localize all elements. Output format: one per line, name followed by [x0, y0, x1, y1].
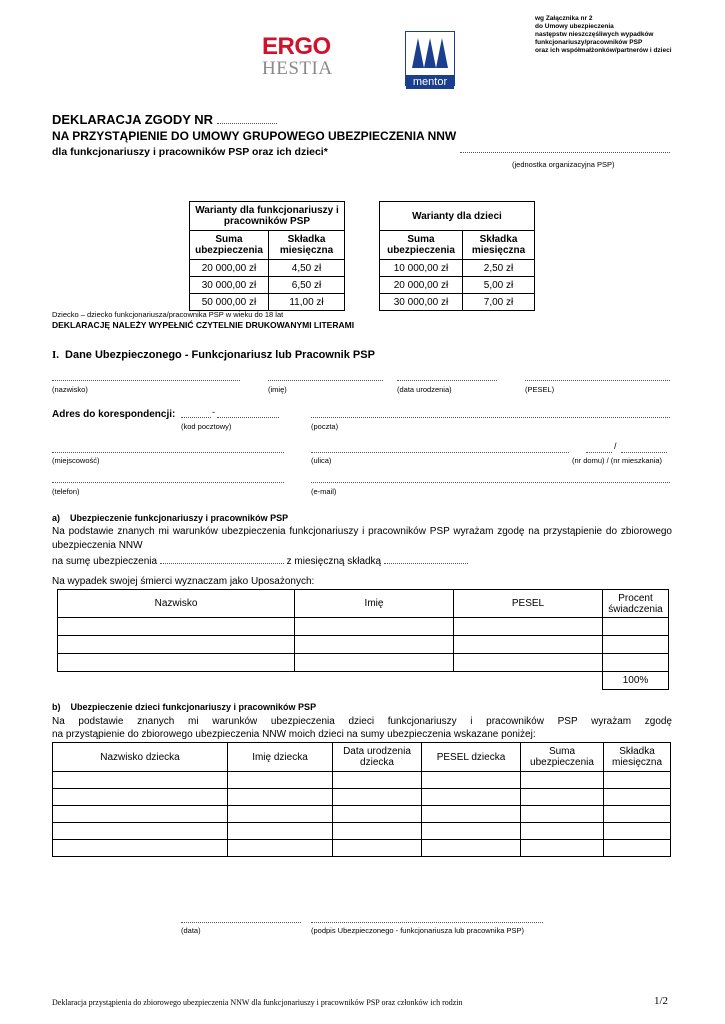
beneficiary-label: Na wypadek swojej śmierci wyznaczam jako Uposażonych: — [52, 576, 315, 587]
ergo-logo-text: ERGO — [262, 33, 331, 60]
date-field[interactable] — [181, 922, 301, 923]
table-row — [58, 618, 669, 636]
sum-field[interactable] — [160, 563, 284, 564]
signature-field[interactable] — [311, 922, 543, 923]
section-a-title: Ubezpieczenie funkcjonariuszy i pracowników PSP — [70, 513, 289, 523]
postcode-field-1[interactable] — [181, 417, 211, 418]
phone-field[interactable] — [52, 482, 284, 483]
unit-field[interactable] — [460, 152, 670, 153]
table-row: 30 000,00 zł 7,00 zł — [380, 294, 535, 311]
variants-officers-heading: Warianty dla funkcjonariuszy i pracowników PSP — [190, 202, 345, 231]
child-note: Dziecko – dziecko funkcjonariusza/pracownika PSP w wieku do 18 lat — [52, 310, 284, 319]
title-line3: dla funkcjonariuszy i pracowników PSP oraz ich dzieci* — [52, 146, 328, 158]
mentor-logo-text: mentor — [406, 75, 454, 89]
footer-text: Deklaracja przystąpienia do zbiorowego ubezpieczenia NNW dla funkcjonariuszy i pracowników PSP oraz członków ich rodzin — [52, 998, 463, 1007]
variants-children-table: Warianty dla dzieci Suma ubezpieczenia Składka miesięczna 10 000,00 zł 2,50 zł 20 000,00 zł 5,00 zł 30 000,00 zł 7,00 zł — [379, 201, 535, 311]
table-row: 20 000,00 zł 5,00 zł — [380, 277, 535, 294]
table-row — [58, 636, 669, 654]
section-a-text: Na podstawie znanych mi warunków ubezpieczenia funkcjonariuszy i pracowników PSP wyrażam zgodę na przystąpienie do zbiorowego ubezpieczenia NNW — [52, 526, 672, 551]
page-number: 1/2 — [654, 995, 669, 1007]
postcode-field-2[interactable] — [217, 417, 279, 418]
table-row: 30 000,00 zł 6,50 zł — [190, 277, 345, 294]
table-row: 20 000,00 zł 4,50 zł — [190, 260, 345, 277]
table-row: 50 000,00 zł 11,00 zł — [190, 294, 345, 311]
street-field[interactable] — [311, 452, 569, 453]
table-row — [53, 772, 671, 789]
section-b-title: Ubezpieczenie dzieci funkcjonariuszy i pracowników PSP — [70, 702, 317, 712]
variants-officers-table: Warianty dla funkcjonariuszy i pracowników PSP Suma ubezpieczenia Składka miesięczna 20 000,00 zł 4,50 zł 30 000,00 zł 6,50 zł 50 000,00 zł 11,00 zł — [189, 201, 345, 311]
name-field[interactable] — [268, 380, 383, 381]
dob-field[interactable] — [397, 380, 497, 381]
hestia-logo-text: HESTIA — [262, 58, 333, 79]
premium-field[interactable] — [384, 563, 468, 564]
pesel-field[interactable] — [525, 380, 670, 381]
apartment-number-field[interactable] — [621, 452, 667, 453]
table-row — [53, 823, 671, 840]
table-row: 10 000,00 zł 2,50 zł — [380, 260, 535, 277]
unit-label: (jednostka organizacyjna PSP) — [512, 160, 615, 169]
post-field[interactable] — [311, 417, 670, 418]
city-field[interactable] — [52, 452, 284, 453]
mentor-logo — [405, 31, 455, 86]
header-note: wg Załącznika nr 2 do Umowy ubezpieczenia następstw nieszczęśliwych wypadków funkcjonariuszy/pracowników PSP oraz ich współmałżonków/partnerów i dzieci — [535, 15, 672, 54]
print-note: DEKLARACJĘ NALEŻY WYPEŁNIĆ CZYTELNIE DRUKOWANYMI LITERAMI — [52, 320, 355, 330]
variants-children-heading: Warianty dla dzieci — [380, 202, 535, 231]
table-row — [53, 806, 671, 823]
children-table: Nazwisko dziecka Imię dziecka Data urodzenia dziecka PESEL dziecka Suma ubezpieczenia Składka miesięczna — [52, 742, 671, 857]
section1-num: I. — [52, 349, 60, 361]
total-percent: 100% — [603, 672, 669, 690]
table-row — [53, 840, 671, 857]
house-number-field[interactable] — [586, 452, 612, 453]
table-row — [53, 789, 671, 806]
ergo-hestia-logo — [262, 35, 352, 79]
section-b-text2: na przystąpienie do zbiorowego ubezpieczenia NNW moich dzieci na sumy ubezpieczenia wskazane poniżej: — [52, 729, 536, 740]
section-b-text1: Na podstawie znanych mi warunków ubezpieczenia dzieci funkcjonariuszy i pracowników PSP wyrażam zgodę — [52, 716, 672, 727]
address-label: Adres do korespondencji: — [52, 409, 176, 420]
surname-field[interactable] — [52, 380, 240, 381]
section1-title: Dane Ubezpieczonego - Funkcjonariusz lub Pracownik PSP — [65, 349, 375, 361]
beneficiary-table: Nazwisko Imię PESEL Procent świadczenia 100% — [57, 589, 669, 690]
email-field[interactable] — [311, 482, 670, 483]
mentor-logo-icon — [406, 32, 454, 70]
table-row — [58, 654, 669, 672]
title-line1: DEKLARACJA ZGODY NR — [52, 112, 214, 127]
title-line2: NA PRZYSTĄPIENIE DO UMOWY GRUPOWEGO UBEZPIECZENIA NNW — [52, 129, 457, 143]
